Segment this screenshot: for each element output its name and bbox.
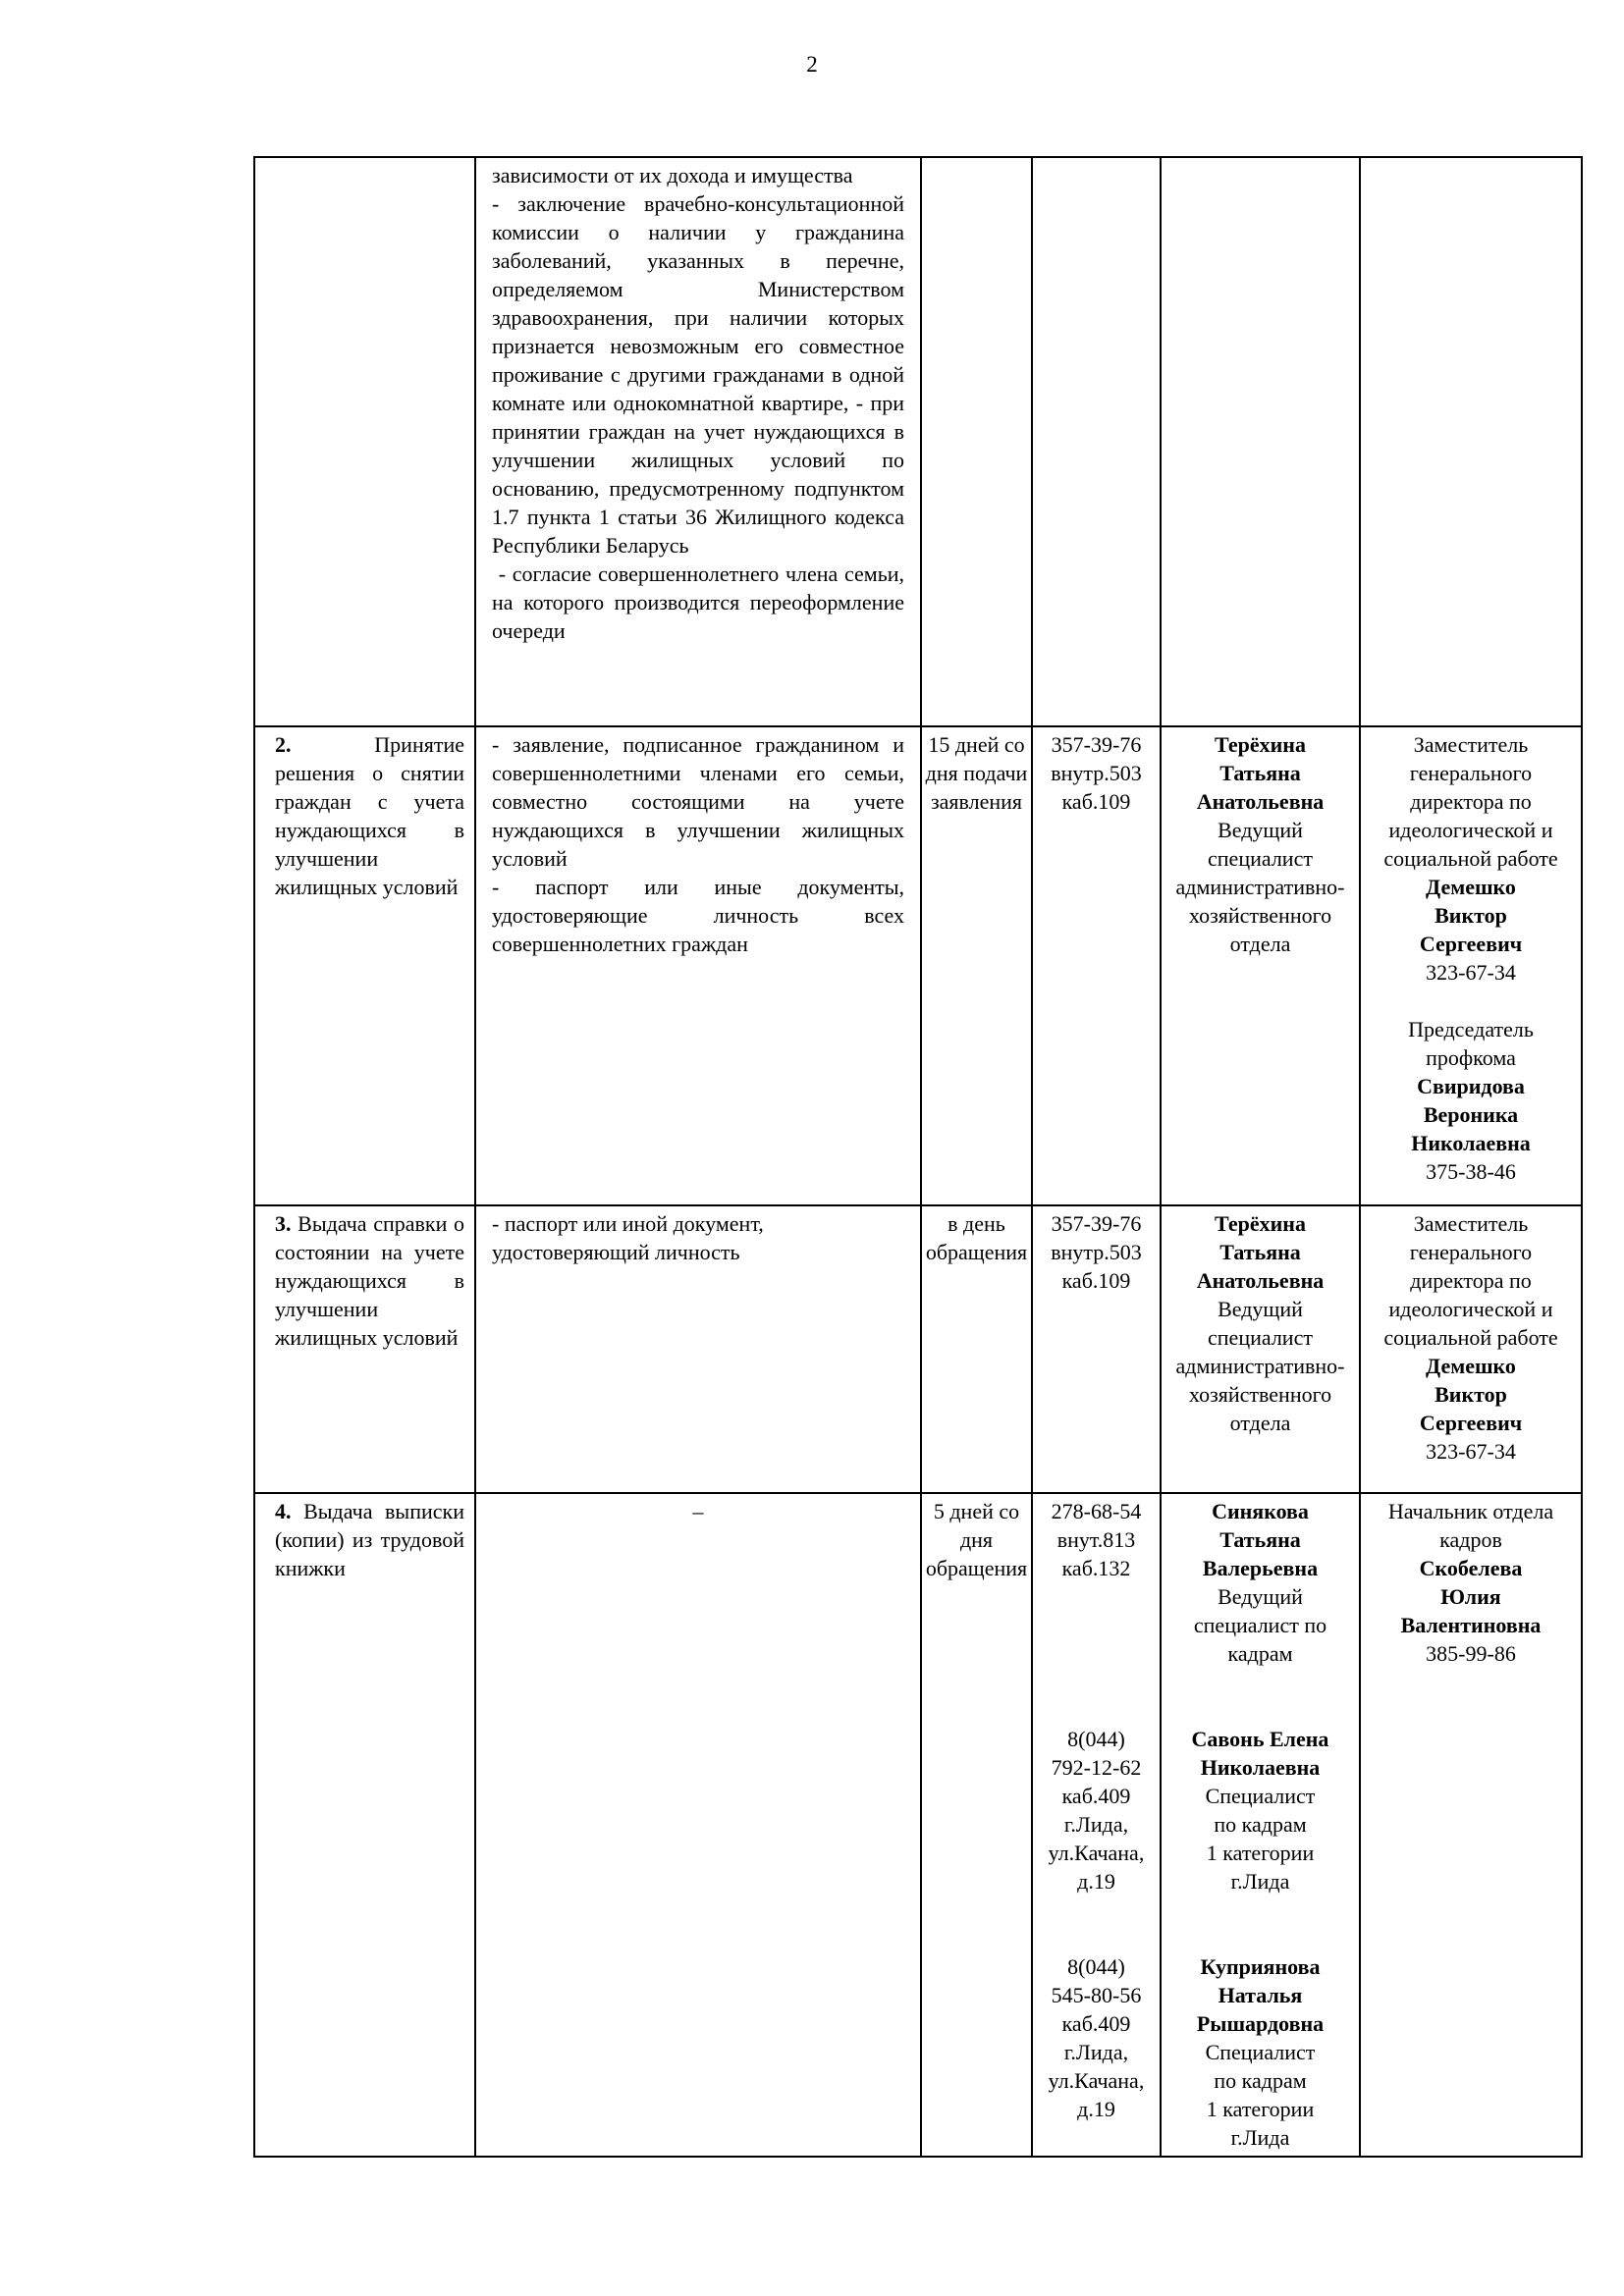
superior-cell xyxy=(1360,157,1582,726)
document-item: - паспорт или иной документ, xyxy=(492,1211,764,1236)
superior-name: Демешко xyxy=(1426,1354,1516,1378)
superior-cell xyxy=(1360,726,1582,1205)
superior-position: генерального xyxy=(1409,1240,1533,1264)
service-title: Выдача справки о состоянии на учете нуждающихся в улучшении жилищных условий xyxy=(275,1211,465,1350)
services-table xyxy=(253,156,1583,2158)
responsible-position: 1 категории xyxy=(1206,2097,1315,2121)
responsible-position: Ведущий xyxy=(1218,1584,1303,1609)
phone-extension: внутр.503 xyxy=(1051,1240,1142,1264)
superior-name: Сергеевич xyxy=(1419,932,1523,956)
responsible-position: специалист xyxy=(1208,846,1313,871)
documents-cell xyxy=(475,726,921,1205)
responsible-position: Специалист xyxy=(1205,1784,1316,1808)
document-item: удостоверяющий личность xyxy=(492,1240,740,1264)
office-number: каб.132 xyxy=(1061,1556,1131,1580)
responsible-position: отдела xyxy=(1229,932,1291,956)
service-cell xyxy=(254,157,475,726)
superior-name: Вероника xyxy=(1423,1102,1519,1127)
responsible-position: специалист по xyxy=(1193,1613,1327,1637)
superior-position: директора по xyxy=(1410,789,1532,814)
responsible-cell xyxy=(1161,1205,1360,1493)
responsible-cell xyxy=(1161,1493,1360,2157)
service-title: Выдача выписки (копии) из трудовой книжки xyxy=(275,1499,464,1580)
responsible-position: г.Лида xyxy=(1230,2125,1290,2150)
address-city: г.Лида, xyxy=(1063,1812,1129,1837)
superior-position: социальной работе xyxy=(1383,846,1558,871)
service-cell xyxy=(254,1205,475,1493)
responsible-position: кадрам xyxy=(1227,1641,1293,1666)
phone-number: 792-12-62 xyxy=(1051,1755,1142,1780)
responsible-cell xyxy=(1161,726,1360,1205)
superior-position: профкома xyxy=(1426,1045,1516,1070)
responsible-name: Терёхина xyxy=(1215,1211,1306,1236)
term-cell xyxy=(921,157,1032,726)
phone-number: 545-80-56 xyxy=(1051,1983,1142,2007)
superior-position: Начальник отдела xyxy=(1387,1499,1554,1523)
responsible-position: хозяйственного xyxy=(1188,903,1332,928)
responsible-position: специалист xyxy=(1208,1325,1313,1350)
superior-cell xyxy=(1360,1493,1582,2157)
responsible-name: Савонь Елена xyxy=(1191,1727,1329,1751)
table-row xyxy=(254,157,1582,726)
address-house: д.19 xyxy=(1077,2097,1115,2121)
office-number: каб.409 xyxy=(1061,1784,1131,1808)
phone-code: 8(044) xyxy=(1067,1954,1125,1979)
phone-cell xyxy=(1032,1205,1161,1493)
phone-number: 278-68-54 xyxy=(1051,1499,1142,1523)
phone-extension: внут.813 xyxy=(1056,1527,1136,1552)
superior-phone: 323-67-34 xyxy=(1426,1439,1516,1464)
superior-phone: 323-67-34 xyxy=(1426,960,1516,985)
office-number: каб.109 xyxy=(1061,1268,1131,1293)
documents-cell xyxy=(475,157,921,726)
row-number: 3. xyxy=(275,1211,292,1236)
superior-name: Валентиновна xyxy=(1400,1613,1542,1637)
phone-cell xyxy=(1032,1493,1161,2157)
responsible-position: административно- xyxy=(1175,875,1345,899)
superior-name: Николаевна xyxy=(1411,1131,1531,1155)
superior-name: Скобелева xyxy=(1419,1556,1523,1580)
responsible-position: по кадрам xyxy=(1214,1812,1307,1837)
document-item: - согласие совершеннолетнего члена семьи, на которого производится переоформление очереди xyxy=(492,561,910,643)
table-row xyxy=(254,726,1582,1205)
address-street: ул.Качана, xyxy=(1048,2068,1145,2093)
responsible-position: хозяйственного xyxy=(1188,1382,1332,1407)
superior-name: Свиридова xyxy=(1417,1074,1525,1098)
responsible-name: Валерьевна xyxy=(1202,1556,1319,1580)
responsible-name: Синякова xyxy=(1212,1499,1309,1523)
superior-position: Заместитель xyxy=(1413,1211,1529,1236)
responsible-position: административно- xyxy=(1175,1354,1345,1378)
responsible-name: Наталья xyxy=(1218,1983,1303,2007)
responsible-cell xyxy=(1161,157,1360,726)
responsible-position: г.Лида xyxy=(1230,1869,1290,1894)
responsible-name: Татьяна xyxy=(1219,1240,1301,1264)
responsible-name: Николаевна xyxy=(1200,1755,1321,1780)
address-city: г.Лида, xyxy=(1063,2040,1129,2064)
phone-code: 8(044) xyxy=(1067,1727,1125,1751)
responsible-name: Татьяна xyxy=(1219,1527,1301,1552)
superior-position: социальной работе xyxy=(1383,1325,1558,1350)
superior-position: кадров xyxy=(1439,1527,1502,1552)
responsible-position: Специалист xyxy=(1205,2040,1316,2064)
responsible-name: Анатольевна xyxy=(1196,1268,1325,1293)
responsible-name: Рышардовна xyxy=(1196,2011,1325,2036)
office-number: каб.109 xyxy=(1061,789,1131,814)
responsible-position: 1 категории xyxy=(1206,1841,1315,1865)
superior-position: идеологической и xyxy=(1388,1297,1553,1321)
phone-cell xyxy=(1032,157,1161,726)
service-cell xyxy=(254,1493,475,2157)
responsible-name: Куприянова xyxy=(1200,1954,1321,1979)
superior-phone: 385-99-86 xyxy=(1426,1641,1516,1666)
address-street: ул.Качана, xyxy=(1048,1841,1145,1865)
superior-phone: 375-38-46 xyxy=(1426,1159,1516,1184)
document-item: зависимости от их дохода и имущества xyxy=(492,163,853,187)
superior-position: Председатель xyxy=(1408,1017,1534,1041)
table-row xyxy=(254,1493,1582,2157)
service-cell xyxy=(254,726,475,1205)
phone-cell xyxy=(1032,726,1161,1205)
page-number: 2 xyxy=(806,52,818,77)
phone-number: 357-39-76 xyxy=(1051,1211,1142,1236)
superior-cell xyxy=(1360,1205,1582,1493)
responsible-position: Ведущий xyxy=(1218,818,1303,842)
responsible-position: по кадрам xyxy=(1214,2068,1307,2093)
phone-extension: внутр.503 xyxy=(1051,761,1142,785)
term-cell: в день обращения xyxy=(921,1205,1032,1493)
responsible-name: Татьяна xyxy=(1219,761,1301,785)
documents-cell: – xyxy=(475,1493,921,2157)
term-cell: 15 дней со дня подачи заявления xyxy=(921,726,1032,1205)
superior-name: Виктор xyxy=(1435,903,1507,928)
responsible-position: отдела xyxy=(1229,1411,1291,1435)
responsible-position: Ведущий xyxy=(1218,1297,1303,1321)
superior-position: генерального xyxy=(1409,761,1533,785)
superior-name: Демешко xyxy=(1426,875,1516,899)
superior-name: Сергеевич xyxy=(1419,1411,1523,1435)
superior-position: Заместитель xyxy=(1413,732,1529,757)
document-item: - заявление, подписанное гражданином и совершеннолетними членами его семьи, совместно состоящими на учете нуждающихся в улучшении жилищных условий xyxy=(492,732,904,871)
responsible-name: Терёхина xyxy=(1215,732,1306,757)
row-number: 4. xyxy=(275,1499,292,1523)
superior-name: Юлия xyxy=(1440,1584,1501,1609)
office-number: каб.409 xyxy=(1061,2011,1131,2036)
service-title: Принятие решения о снятии граждан с учета нуждающихся в улучшении жилищных условий xyxy=(275,732,464,899)
superior-position: директора по xyxy=(1410,1268,1532,1293)
table-row xyxy=(254,1205,1582,1493)
phone-number: 357-39-76 xyxy=(1051,732,1142,757)
address-house: д.19 xyxy=(1077,1869,1115,1894)
document-item: - заключение врачебно-консультационной комиссии о наличии у гражданина заболеваний, указанных в перечне, определяемом Министерством здравоохранения, при наличии которых признается невозможным его совместное проживание с другими гражданами в одной комнате или однокомнатной квартире, - при принятии граждан на учет нуждающихся в улучшении жилищных условий по основанию, предусмотренному подпунктом 1.7 пункта 1 статьи 36 Жилищного кодекса Республики Беларусь xyxy=(492,191,904,558)
superior-position: идеологической и xyxy=(1388,818,1553,842)
documents-cell xyxy=(475,1205,921,1493)
row-number: 2. xyxy=(275,732,292,757)
term-cell: 5 дней со дня обращения xyxy=(921,1493,1032,2157)
responsible-name: Анатольевна xyxy=(1196,789,1325,814)
superior-name: Виктор xyxy=(1435,1382,1507,1407)
document-item: - паспорт или иные документы, удостоверяющие личность всех совершеннолетних граждан xyxy=(492,875,904,956)
